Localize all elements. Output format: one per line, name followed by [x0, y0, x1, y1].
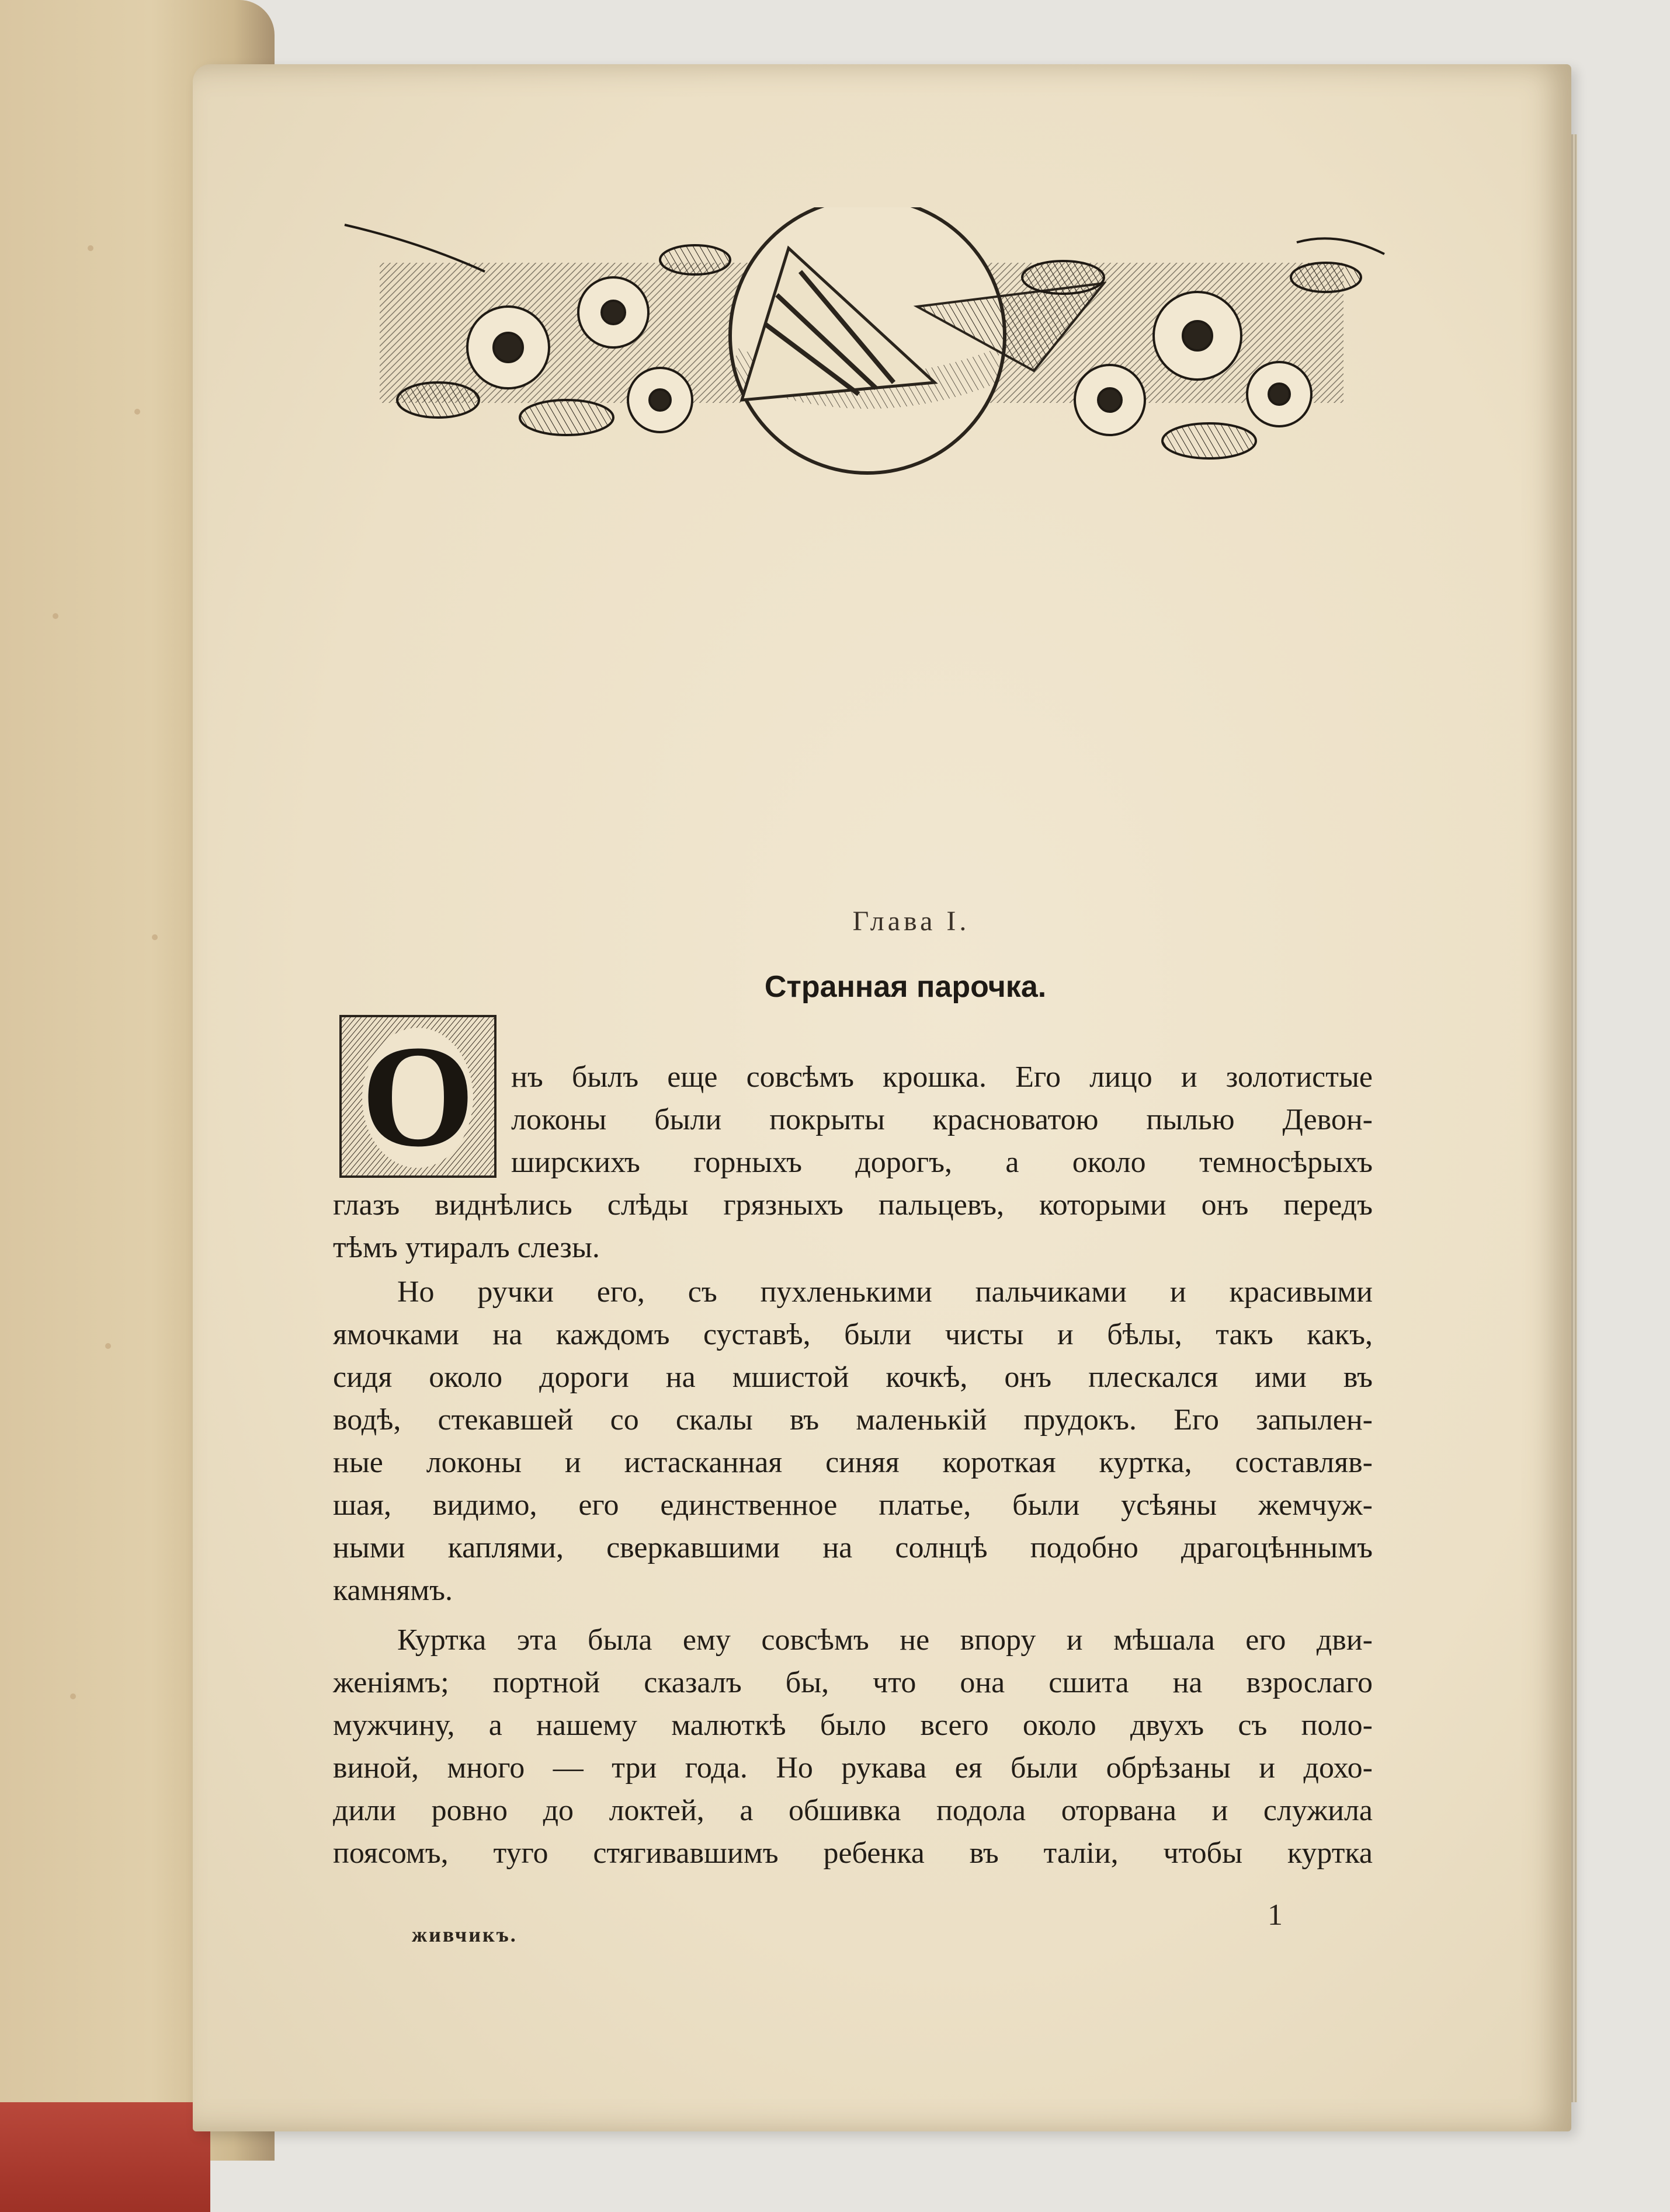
page-number: 1 [1268, 1898, 1283, 1932]
ornamental-dropcap [338, 1013, 498, 1180]
text-line: мужчину, а нашему малюткѣ было всего около двухъ съ поло- [333, 1709, 1373, 1742]
dropcap-letter: О [361, 1015, 475, 1177]
text-line: Но ручки его, съ пухленькими пальчиками и красивыми [397, 1275, 1373, 1309]
text-line: дили ровно до локтей, а обшивка подола оторвана и служила [333, 1794, 1373, 1827]
foxing-spot [152, 934, 158, 940]
text-line: глазъ виднѣлись слѣды грязныхъ пальцевъ, которыми онъ передъ [333, 1188, 1373, 1222]
text-line: поясомъ, туго стягивавшимъ ребенка въ таліи, чтобы куртка [333, 1837, 1373, 1870]
foxing-spot [134, 409, 140, 415]
text-line: женіямъ; портной сказалъ бы, что она сшита на взрослаго [333, 1666, 1373, 1699]
text-line: водѣ, стекавшей со скалы въ маленькій прудокъ. Его запылен- [333, 1403, 1373, 1437]
text-line: нъ былъ еще совсѣмъ крошка. Его лицо и золотистые [511, 1060, 1373, 1094]
foxing-spot [53, 613, 58, 619]
signature-mark: живчикъ. [412, 1923, 518, 1946]
foxing-spot [88, 245, 93, 251]
foxing-spot [70, 1693, 76, 1699]
foxing-spot [105, 1343, 111, 1349]
text-line: ные локоны и истасканная синяя короткая куртка, составляв- [333, 1446, 1373, 1479]
chapter-label: Глава I. [852, 906, 970, 937]
chapter-title: Странная парочка. [764, 970, 1047, 1004]
text-line: ными каплями, сверкавшими на солнцѣ подобно драгоцѣннымъ [333, 1531, 1373, 1564]
text-line: сидя около дороги на мшистой кочкѣ, онъ плескался ими въ [333, 1361, 1373, 1394]
text-line: камнямъ. [333, 1574, 453, 1607]
floral-headpiece-illustration [333, 207, 1402, 511]
red-page-edge [0, 2102, 210, 2212]
text-line: тѣмъ утиралъ слезы. [333, 1231, 600, 1264]
text-line: ямочками на каждомъ суставѣ, были чисты и бѣлы, такъ какъ, [333, 1318, 1373, 1351]
text-line: локоны были покрыты красноватою пылью Девон- [511, 1103, 1373, 1136]
text-line: виной, много — три года. Но рукава ея были обрѣзаны и дохо- [333, 1751, 1373, 1785]
text-line: ширскихъ горныхъ дорогъ, а около темносѣрыхъ [511, 1146, 1373, 1179]
text-line: Куртка эта была ему совсѣмъ не впору и мѣшала его дви- [397, 1623, 1373, 1657]
text-line: шая, видимо, его единственное платье, были усѣяны жемчуж- [333, 1488, 1373, 1522]
